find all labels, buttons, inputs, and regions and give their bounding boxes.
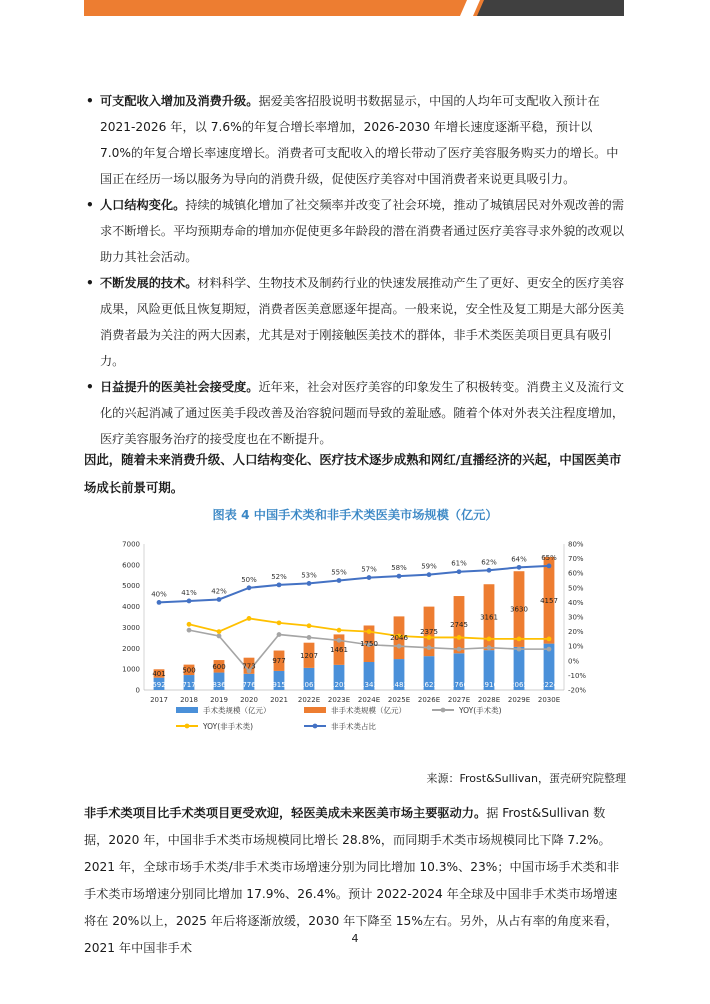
data-label-non-surgical: 977 (272, 657, 286, 666)
y2-tick-label: 50% (568, 584, 584, 593)
bullet-item: • 人口结构变化。持续的城镇化增加了社交频率并改变了社会环境，推动了城镇居民对外观改善的需求不断增长。平均预期寿命的增加亦促使更多年龄段的潜在消费者通过医疗美容寻求外貌的改观以助力其社会活动。 (86, 198, 625, 264)
data-label-non-surgical: 773 (242, 662, 256, 671)
data-label-non-surgical: 1750 (360, 640, 378, 649)
summary-paragraph: 因此，随着未来消费升级、人口结构变化、医疗技术逐步成熟和网红/直播经济的兴起，中国医美市场成长前景可期。 (84, 452, 622, 495)
x-tick-label: 2030E (537, 696, 561, 704)
bullet-text: 材料科学、生物技术及制药行业的快速发展推动产生了更好、更安全的医疗美容成果，风险更低且恢复期短，消费者医美意愿逐年提高。一般来说，安全性及复工期是大部分医美消费者最为关注的两大因素，尤其是对于刚接触医美技术的群体，非手术类医美项目更具有吸引力。 (100, 276, 625, 368)
y-tick-label: 0 (135, 686, 140, 695)
x-tick-label: 2029E (507, 696, 531, 704)
y-tick-label: 1000 (122, 665, 140, 674)
y-tick-label: 4000 (122, 603, 140, 612)
legend-swatch (176, 707, 198, 713)
data-label-surgical: 1061 (300, 681, 318, 689)
data-label-surgical: 2224 (540, 681, 558, 689)
legend-label: 手术类规模（亿元） (203, 706, 271, 715)
x-tick-label: 2018 (180, 696, 198, 704)
x-tick-label: 2019 (210, 696, 228, 704)
bullet-heading: 不断发展的技术。 (100, 276, 198, 290)
y2-tick-label: 70% (568, 555, 584, 564)
y2-tick-label: 10% (568, 642, 584, 651)
y-tick-label: 3000 (122, 623, 140, 632)
share-point (187, 599, 192, 604)
data-label-non-surgical: 1207 (300, 651, 318, 660)
data-label-non-surgical: 401 (152, 669, 166, 678)
chart-svg (104, 534, 624, 764)
bullet-item: • 不断发展的技术。材料科学、生物技术及制药行业的快速发展推动产生了更好、更安全的医疗美容成果，风险更低且恢复期短，消费者医美意愿逐年提高。一般来说，安全性及复工期是大部分医美消费者最为关注的两大因素，尤其是对于刚接触医美技术的群体，非手术类医美项目更具有吸引力。 (86, 276, 625, 368)
legend-label: YOY(手术类) (459, 706, 502, 715)
legend-label: YOY(非手术类) (203, 722, 254, 731)
legend-marker (313, 724, 318, 729)
data-label-surgical: 776 (242, 681, 256, 689)
yoy-non-surgical-point (337, 628, 342, 633)
share-point (247, 585, 252, 590)
yoy-surgical-point (517, 647, 522, 652)
x-tick-label: 2028E (477, 696, 501, 704)
y2-tick-label: 80% (568, 540, 584, 549)
data-label-non-surgical: 600 (212, 662, 226, 671)
x-tick-label: 2021 (270, 696, 288, 704)
bullet-text: 据爱美客招股说明书数据显示，中国的人均年可支配收入预计在 2021-2026 年，以 7.6%的年复合增长率增加，2026-2030 年增长速度逐渐平稳，预计以 7.0%的年复合增长率速度增长。消费者可支配收入的增长带动了医疗美容服务购买力的增长。中国正在经历一场以服务为导向的消费升级，促使医疗美容对中国消费者来说更具吸引力。 (100, 94, 619, 186)
legend-marker (185, 724, 190, 729)
legend-label: 非手术类占比 (331, 722, 376, 731)
share-point (157, 600, 162, 605)
yoy-surgical-point (187, 628, 192, 633)
yoy-non-surgical-point (277, 620, 282, 625)
data-label-surgical: 717 (182, 681, 196, 689)
yoy-non-surgical-point (517, 637, 522, 642)
yoy-non-surgical-point (457, 635, 462, 640)
data-label-share: 40% (151, 590, 167, 599)
data-label-non-surgical: 2745 (450, 621, 468, 630)
y-tick-label: 2000 (122, 644, 140, 653)
bullet-heading: 人口结构变化。 (100, 198, 186, 212)
yoy-surgical-point (457, 647, 462, 652)
data-label-surgical: 1910 (480, 681, 498, 689)
data-label-share: 62% (481, 558, 497, 567)
para-lead: 非手术类项目比手术类项目更受欢迎，轻医美成未来医美市场主要驱动力。 (84, 806, 487, 820)
data-label-non-surgical: 2046 (390, 634, 408, 643)
data-label-non-surgical: 3630 (510, 605, 528, 614)
share-point (307, 581, 312, 586)
data-label-share: 59% (421, 562, 437, 571)
share-point (427, 572, 432, 577)
data-label-non-surgical: 3161 (480, 613, 498, 622)
yoy-surgical-point (427, 645, 432, 650)
share-point (217, 597, 222, 602)
y2-tick-label: 60% (568, 569, 584, 578)
x-tick-label: 2024E (357, 696, 381, 704)
x-tick-label: 2020 (240, 696, 258, 704)
data-label-non-surgical: 4157 (540, 596, 558, 605)
bullet-list (84, 88, 626, 452)
y2-tick-label: -20% (568, 686, 587, 695)
bullet-text: 近年来，社会对医疗美容的印象发生了积极转变。消费主义及流行文化的兴起消减了通过医美手段改善及治容貌问题而导致的羞耻感。随着个体对外表关注程度增加，医疗美容服务治疗的接受度也在不断提升。 (100, 380, 625, 446)
yoy-non-surgical-point (487, 637, 492, 642)
data-label-share: 50% (241, 575, 257, 584)
bullet-heading: 可支配收入增加及消费升级。 (100, 94, 259, 108)
data-label-share: 42% (211, 587, 227, 596)
yoy-non-surgical-point (217, 629, 222, 634)
para-text: 据 Frost&Sullivan 数据，2020 年，中国非手术类市场规模同比增长 28.8%，而同期手术类市场规模同比下降 7.2%。2021 年，全球市场手术类/非手术类市场增速分别为同比增加 10.3%、23%；中国市场手术类和非手术类市场增速分别同比增加 17.9%、26.4%。预计 2022-2024 年全球及中国非手术类市场增速将在 20%以上，2025 年后将逐渐放缓，2030 年下降至 15%左右。另外，从占有率的角度来看，2021 年中国非手术 (84, 806, 620, 955)
yoy-non-surgical-point (247, 616, 252, 621)
share-point (337, 578, 342, 583)
y2-tick-label: 0% (568, 657, 580, 666)
legend-swatch (304, 707, 326, 713)
x-tick-label: 2022E (297, 696, 321, 704)
y2-tick-label: 30% (568, 613, 584, 622)
share-point (397, 574, 402, 579)
x-tick-label: 2027E (447, 696, 471, 704)
data-label-share: 53% (301, 571, 317, 580)
yoy-surgical-point (397, 644, 402, 649)
header-orange-bar (84, 0, 489, 16)
y2-tick-label: 20% (568, 628, 584, 637)
data-label-non-surgical: 1461 (330, 646, 348, 655)
yoy-non-surgical-point (547, 637, 552, 642)
data-label-share: 61% (451, 559, 467, 568)
data-label-share: 58% (391, 564, 407, 573)
figure-source: 来源：Frost&Sullivan，蛋壳研究院整理 (426, 772, 626, 785)
yoy-surgical-point (547, 647, 552, 652)
yoy-non-surgical-point (187, 622, 192, 627)
figure-title: 图表 4 中国手术类和非手术类医美市场规模（亿元） (212, 508, 498, 522)
data-label-share: 55% (331, 568, 347, 577)
yoy-surgical-point (307, 635, 312, 640)
yoy-surgical-point (217, 634, 222, 639)
x-tick-label: 2025E (387, 696, 411, 704)
data-label-surgical: 1623 (420, 681, 438, 689)
data-label-surgical: 1483 (390, 681, 408, 689)
yoy-non-surgical-point (367, 629, 372, 634)
data-label-surgical: 1760 (450, 681, 468, 689)
share-point (277, 582, 282, 587)
legend-marker (441, 708, 446, 713)
y-tick-label: 6000 (122, 561, 140, 570)
legend-label: 非手术类规模（亿元） (331, 706, 406, 715)
x-tick-label: 2023E (327, 696, 351, 704)
yoy-surgical-point (277, 632, 282, 637)
share-point (547, 564, 552, 569)
yoy-non-surgical-point (307, 623, 312, 628)
data-label-non-surgical: 500 (182, 666, 196, 675)
share-point (517, 565, 522, 570)
market-size-chart (104, 534, 624, 764)
data-label-surgical: 1343 (360, 681, 378, 689)
data-label-surgical: 1205 (330, 681, 348, 689)
yoy-surgical-point (487, 645, 492, 650)
y-tick-label: 7000 (122, 540, 140, 549)
x-tick-label: 2017 (150, 696, 168, 704)
bullet-heading: 日益提升的医美社会接受度。 (100, 380, 259, 394)
y2-tick-label: -10% (568, 671, 587, 680)
data-label-surgical: 592 (152, 681, 166, 689)
data-label-share: 65% (541, 553, 557, 562)
bullet-item: • 可支配收入增加及消费升级。据爱美客招股说明书数据显示，中国的人均年可支配收入预计在 2021-2026 年，以 7.6%的年复合增长率增加，2026-2030 年增长速度逐渐平稳，预计以 7.0%的年复合增长率速度增长。消费者可支配收入的增长带动了医疗美容服务购买力的增长。中国正在经历一场以服务为导向的消费升级，促使医疗美容对中国消费者来说更具吸引力。 (86, 94, 619, 186)
data-label-surgical: 836 (212, 681, 226, 689)
x-tick-label: 2026E (417, 696, 441, 704)
data-label-surgical: 2065 (510, 681, 528, 689)
data-label-share: 41% (181, 588, 197, 597)
y2-tick-label: 40% (568, 598, 584, 607)
data-label-non-surgical: 2375 (420, 627, 438, 636)
bullet-text: 持续的城镇化增加了社交频率并改变了社会环境，推动了城镇居民对外观改善的需求不断增长。平均预期寿命的增加亦促使更多年龄段的潜在消费者通过医疗美容寻求外貌的改观以助力其社会活动。 (100, 198, 625, 264)
y-tick-label: 5000 (122, 582, 140, 591)
header-dark-bar (477, 0, 624, 16)
share-point (457, 569, 462, 574)
bullet-item: • 日益提升的医美社会接受度。近年来，社会对医疗美容的印象发生了积极转变。消费主义及流行文化的兴起消减了通过医美手段改善及治容貌问题而导致的羞耻感。随着个体对外表关注程度增加，医疗美容服务治疗的接受度也在不断提升。 (86, 380, 625, 446)
share-point (487, 568, 492, 573)
data-label-share: 52% (271, 572, 287, 581)
share-point (367, 575, 372, 580)
data-label-share: 57% (361, 565, 377, 574)
data-label-surgical: 915 (272, 681, 286, 689)
header-band (84, 0, 624, 16)
page-number: 4 (351, 932, 359, 945)
data-label-share: 64% (511, 555, 527, 564)
yoy-surgical-point (337, 638, 342, 643)
